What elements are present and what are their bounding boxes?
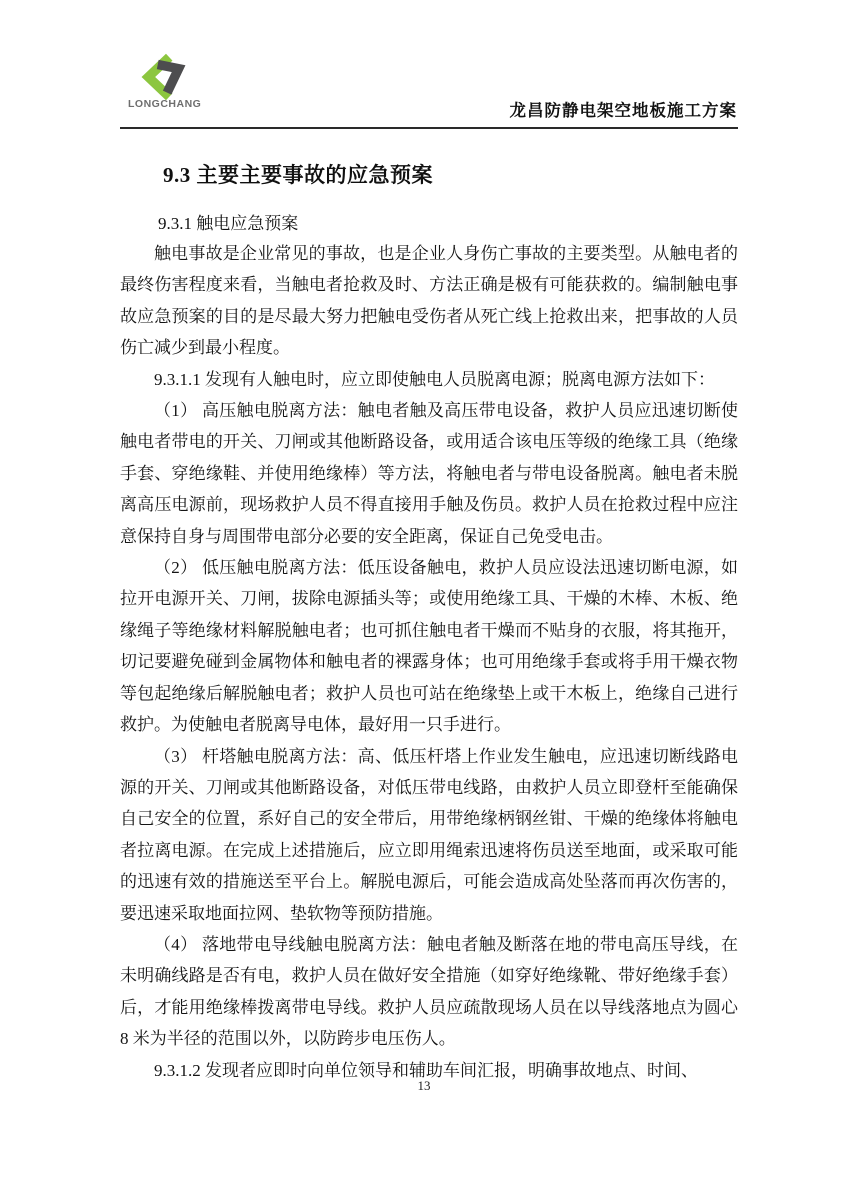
- longchang-logo-icon: [138, 53, 190, 101]
- body-text-block: [120, 238, 738, 1086]
- header-divider: [120, 127, 738, 129]
- subsection-title: 9.3.1 触电应急预案: [158, 214, 299, 233]
- paragraph-method-3: （3） 杆塔触电脱离方法：高、低压杆塔上作业发生触电，应迅速切断线路电源的开关、刀闸或其他断路设备，对低压带电线路，由救护人员立即登杆至能确保自己安全的位置，系好自己的安全带后，用带绝缘柄钢丝钳、干燥的绝缘体将触电者拉离电源。在完成上述措施后，应立即用绳索迅速将伤员送至地面，或采取可能的迅速有效的措施送至平台上。解脱电源后，可能会造成高处坠落而再次伤害的，要迅速采取地面拉网、垫软物等预防措施。: [120, 746, 738, 923]
- paragraph-method-4: （4） 落地带电导线触电脱离方法：触电者触及断落在地的带电高压导线，在未明确线路是否有电，救护人员在做好安全措施（如穿好绝缘靴、带好绝缘手套）后，才能用绝缘棒拨离带电导线。救护人员应疏散现场人员在以导线落地点为圆心 8 米为半径的范围以外，以防跨步电压伤人。: [120, 934, 738, 1049]
- document-header-title: 龙昌防静电架空地板施工方案: [509, 101, 737, 120]
- paragraph-method-1: （1） 高压触电脱离方法：触电者触及高压带电设备，救护人员应迅速切断使触电者带电的开关、刀闸或其他断路设备，或用适合该电压等级的绝缘工具（绝缘手套、穿绝缘鞋、并使用绝缘棒）等方法，将触电者与带电设备脱离。触电者未脱离高压电源前，现场救护人员不得直接用手触及伤员。救护人员在抢救过程中应注意保持自身与周围带电部分必要的安全距离，保证自己免受电击。: [120, 401, 738, 546]
- paragraph-9311: 9.3.1.1 发现有人触电时，应立即使触电人员脱离电源；脱离电源方法如下：: [154, 369, 715, 389]
- paragraph-intro: 触电事故是企业常见的事故，也是企业人身伤亡事故的主要类型。从触电者的最终伤害程度来看，当触电者抢救及时、方法正确是极有可能获救的。编制触电事故应急预案的目的是尽最大努力把触电受伤者从死亡线上抢救出来，把事故的人员伤亡减少到最小程度。: [120, 244, 738, 358]
- paragraph-method-2: （2） 低压触电脱离方法：低压设备触电，救护人员应设法迅速切断电源，如拉开电源开关、刀闸，拔除电源插头等；或使用绝缘工具、干燥的木棒、木板、绝缘绳子等绝缘材料解脱触电者；也可抓住触电者干燥而不贴身的衣服，将其拖开，切记要避免碰到金属物体和触电者的裸露身体；也可用绝缘手套或将手用干燥衣物等包起绝缘后解脱触电者；救护人员也可站在绝缘垫上或干木板上，绝缘自己进行救护。为使触电者脱离导电体，最好用一只手进行。: [120, 558, 738, 735]
- page-number: 13: [417, 1078, 431, 1093]
- brand-name: LONGCHANG: [128, 98, 202, 110]
- section-title: 9.3 主要主要事故的应急预案: [163, 163, 433, 187]
- paragraph-9312: 9.3.1.2 发现者应即时向单位领导和辅助车间汇报，明确事故地点、时间、: [154, 1060, 698, 1080]
